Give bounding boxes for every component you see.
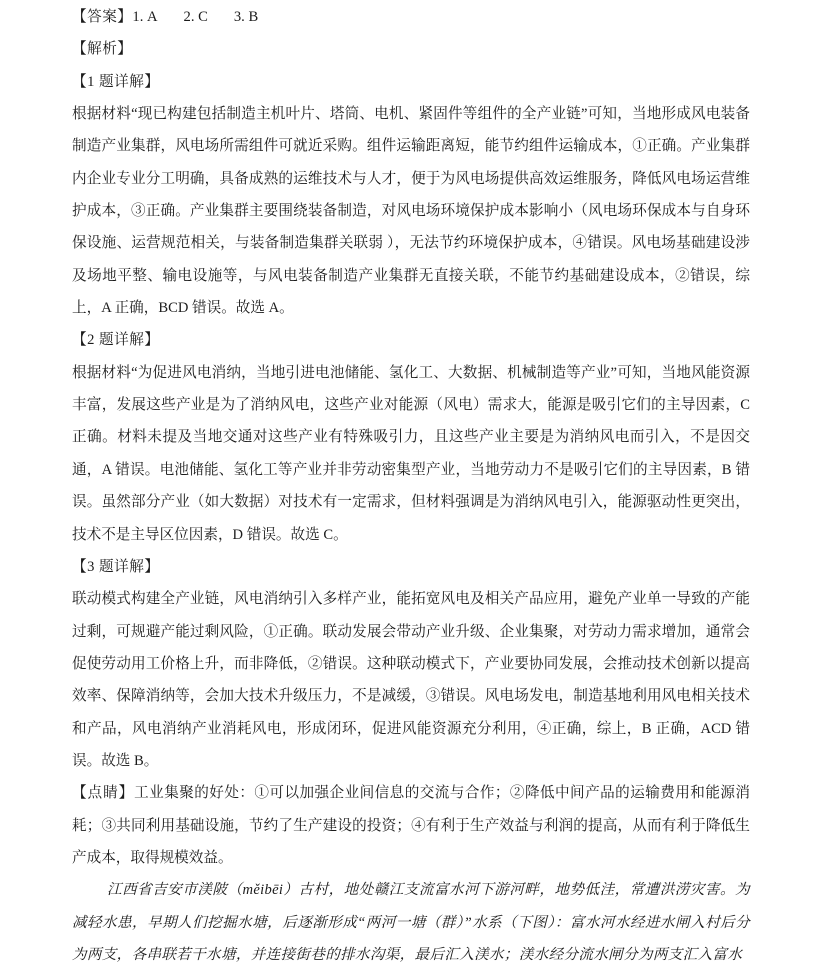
question-3-heading: 【3 题详解】 bbox=[72, 558, 160, 575]
question-2-heading: 【2 题详解】 bbox=[72, 332, 160, 349]
answer-item-2: 2. C bbox=[183, 9, 208, 25]
analysis-heading: 【解析】 bbox=[72, 41, 133, 58]
answer-line bbox=[72, 1, 750, 33]
question-2-explanation: 根据材料“为促进风电消纳，当地引进电池储能、氢化工、大数据、机械制造等产业”可知，当地风能资源丰富，发展这些产业是为了消纳风电，这些产业对能源（风电）需求大，能源是吸引它们的主导因素，C 正确。材料未提及当地交通对这些产业有特殊吸引力，且这些产业主要是为消纳风电而引入，不是因交通，A 错误。电池储能、氢化工等产业并非劳动密集型产业，当地劳动力不是吸引它们的主导因素，B 错误。虽然部分产业（如大数据）对技术有一定需求，但材料强调是为消纳风电引入，能源驱动性更突出，技术不是主导区位因素，D 错误。故选 C。 bbox=[72, 364, 750, 543]
question-1-heading: 【1 题详解】 bbox=[72, 73, 160, 90]
answer-label: 【答案】 bbox=[72, 9, 133, 25]
key-tips-label: 【点睛】 bbox=[72, 785, 135, 802]
next-question-passage: 江西省吉安市渼陂（měibēi）古村，地处赣江支流富水河下游河畔，地势低洼，常遭洪涝灾害。为减轻水患，早期人们挖掘水塘，后逐渐形成“两河一塘（群）”水系（下图）：富水河水经进水闸入村后分为两支，各串联若干水塘，并连接街巷的排水沟渠，最后汇入渼水；渼水经分流水闸分为两支汇入富水 bbox=[72, 882, 750, 963]
question-1-explanation: 根据材料“现已构建包括制造主机叶片、塔筒、电机、紧固件等组件的全产业链”可知，当地形成风电装备制造产业集群，风电场所需组件可就近采购。组件运输距离短，能节约组件运输成本，①正确。产业集群内企业专业分工明确，具备成熟的运维技术与人才，便于为风电场提供高效运维服务，降低风电场运营维护成本，③正确。产业集群主要围绕装备制造，对风电场环境保护成本影响小（风电场环保成本与自身环保设施、运营规范相关，与装备制造集群关联弱 ），无法节约环境保护成本，④错误。风电场基础建设涉及场地平整、输电设施等，与风电装备制造产业集群无直接关联，不能节约基础建设成本，②错误，综上，A 正确，BCD 错误。故选 A。 bbox=[72, 106, 750, 317]
question-3-explanation: 联动模式构建全产业链，风电消纳引入多样产业，能拓宽风电及相关产品应用，避免产业单一导致的产能过剩，可规避产能过剩风险，①正确。联动发展会带动产业升级、企业集聚，对劳动力需求增加，通常会促使劳动用工价格上升，而非降低，②错误。这种联动模式下，产业要协同发展，会推动技术创新以提高效率、保障消纳等，会加大技术升级压力，不是减缓，③错误。风电场发电，制造基地利用风电相关技术和产品，风电消纳产业消耗风电，形成闭环，促进风能资源充分利用，④正确，综上，B 正确，ACD 错误。故选 B。 bbox=[72, 591, 750, 769]
key-tips-paragraph bbox=[72, 777, 750, 874]
answer-item-3: 3. B bbox=[233, 9, 259, 25]
key-tips-body: 工业集聚的好处：①可以加强企业间信息的交流与合作；②降低中间产品的运输费用和能源消耗；③共同利用基础设施，节约了生产建设的投资；④有利于生产效益与利润的提高，从而有利于降低生产成本，取得规模效益。 bbox=[72, 785, 750, 866]
answer-item-1: 1. A bbox=[132, 9, 158, 25]
